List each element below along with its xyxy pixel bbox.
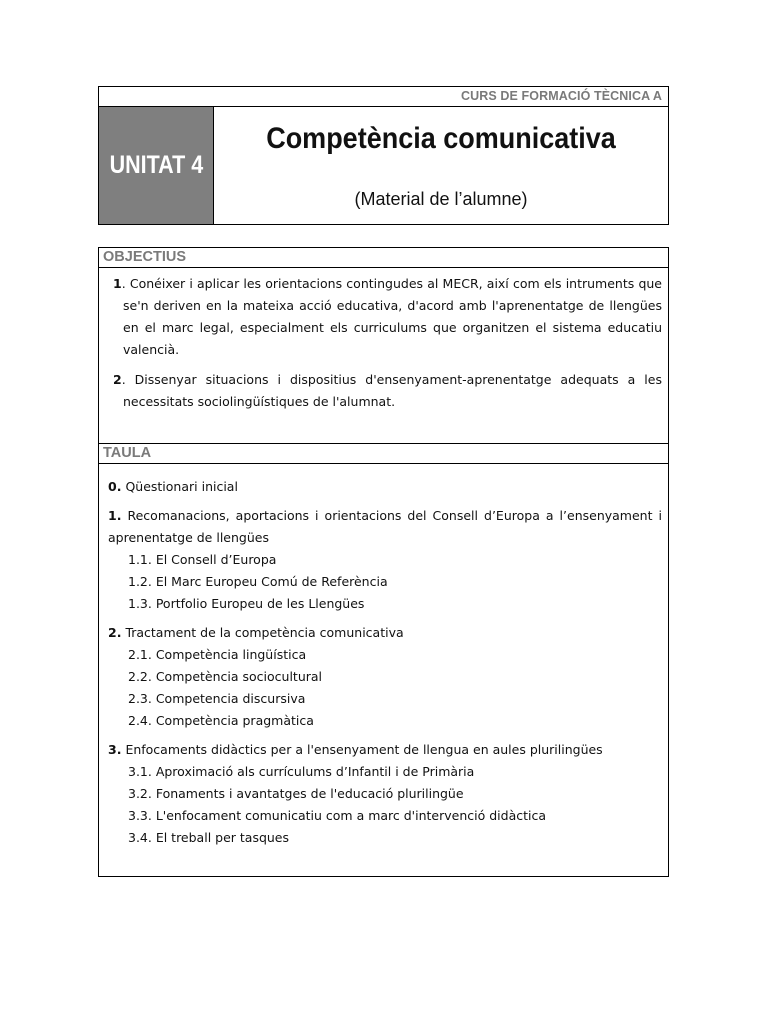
objective-item bbox=[113, 273, 662, 361]
toc-section-text: Qüestionari inicial bbox=[125, 479, 238, 494]
toc-section-text: Recomanacions, aportacions i orientacions del Consell d’Europa a l’ensenyament i aprenentatge de llengües bbox=[108, 508, 662, 545]
objectives-list bbox=[113, 273, 662, 421]
toc-section-number: 0. bbox=[108, 479, 122, 494]
unit-number: UNITAT 4 bbox=[109, 151, 203, 179]
toc-section-title bbox=[108, 739, 662, 761]
objective-item bbox=[113, 369, 662, 413]
page-subtitle: (Material de l’alumne) bbox=[354, 189, 528, 209]
objective-number: 1 bbox=[113, 276, 122, 291]
objective-number: 2 bbox=[113, 372, 122, 387]
toc-section bbox=[108, 739, 662, 849]
toc-section-title bbox=[108, 622, 662, 644]
toc-subsection: 3.1. Aproximació als currículums d’Infantil i de Primària bbox=[128, 764, 475, 779]
toc-subsection: 2.4. Competència pragmàtica bbox=[128, 713, 314, 728]
objectives-heading: OBJECTIUS bbox=[99, 248, 668, 268]
toc-subsection: 1.1. El Consell d’Europa bbox=[128, 552, 277, 567]
course-label: CURS DE FORMACIÓ TÈCNICA A bbox=[99, 87, 668, 107]
toc-section bbox=[108, 505, 662, 615]
toc-subsection: 3.4. El treball per tasques bbox=[128, 830, 290, 845]
toc-section bbox=[108, 476, 662, 498]
unit-badge bbox=[99, 107, 214, 224]
objective-text: . Dissenyar situacions i dispositius d'ensenyament-aprenentatge adequats a les necessitats sociolingüístiques de l'alumnat. bbox=[121, 372, 662, 409]
toc-section-number: 1. bbox=[108, 508, 122, 523]
toc-section bbox=[108, 622, 662, 732]
toc-section-text: Enfocaments didàctics per a l'ensenyament de llengua en aules plurilingües bbox=[125, 742, 603, 757]
toc-section-title bbox=[108, 505, 662, 549]
toc-subsection: 3.2. Fonaments i avantatges de l'educació plurilingüe bbox=[128, 786, 464, 801]
page-title: Competència comunicativa bbox=[266, 122, 616, 155]
table-heading: TAULA bbox=[99, 443, 668, 464]
toc-subsection: 1.3. Portfolio Europeu de les Llengües bbox=[128, 596, 365, 611]
unit-header bbox=[98, 86, 669, 225]
toc-subsection: 3.3. L'enfocament comunicatiu com a marc d'intervenció didàctica bbox=[128, 808, 547, 823]
toc-subsection: 2.2. Competència sociocultural bbox=[128, 669, 323, 684]
toc-section-number: 3. bbox=[108, 742, 122, 757]
toc-section-text: Tractament de la competència comunicativa bbox=[125, 625, 404, 640]
toc-section-title bbox=[108, 476, 662, 498]
title-area bbox=[214, 107, 668, 224]
table-of-contents bbox=[108, 476, 662, 856]
toc-subsection: 1.2. El Marc Europeu Comú de Referència bbox=[128, 574, 388, 589]
objective-text: . Conéixer i aplicar les orientacions contingudes al MECR, així com els intruments que se'n deriven en la mateixa acció educativa, d'acord amb l'aprenentatge de llengües en el marc legal, especialment els curriculums que organitzen el sistema educatiu valencià. bbox=[121, 276, 662, 357]
toc-section-number: 2. bbox=[108, 625, 122, 640]
toc-subsection: 2.1. Competència lingüística bbox=[128, 647, 307, 662]
toc-subsection: 2.3. Competencia discursiva bbox=[128, 691, 306, 706]
content-box bbox=[98, 247, 669, 877]
